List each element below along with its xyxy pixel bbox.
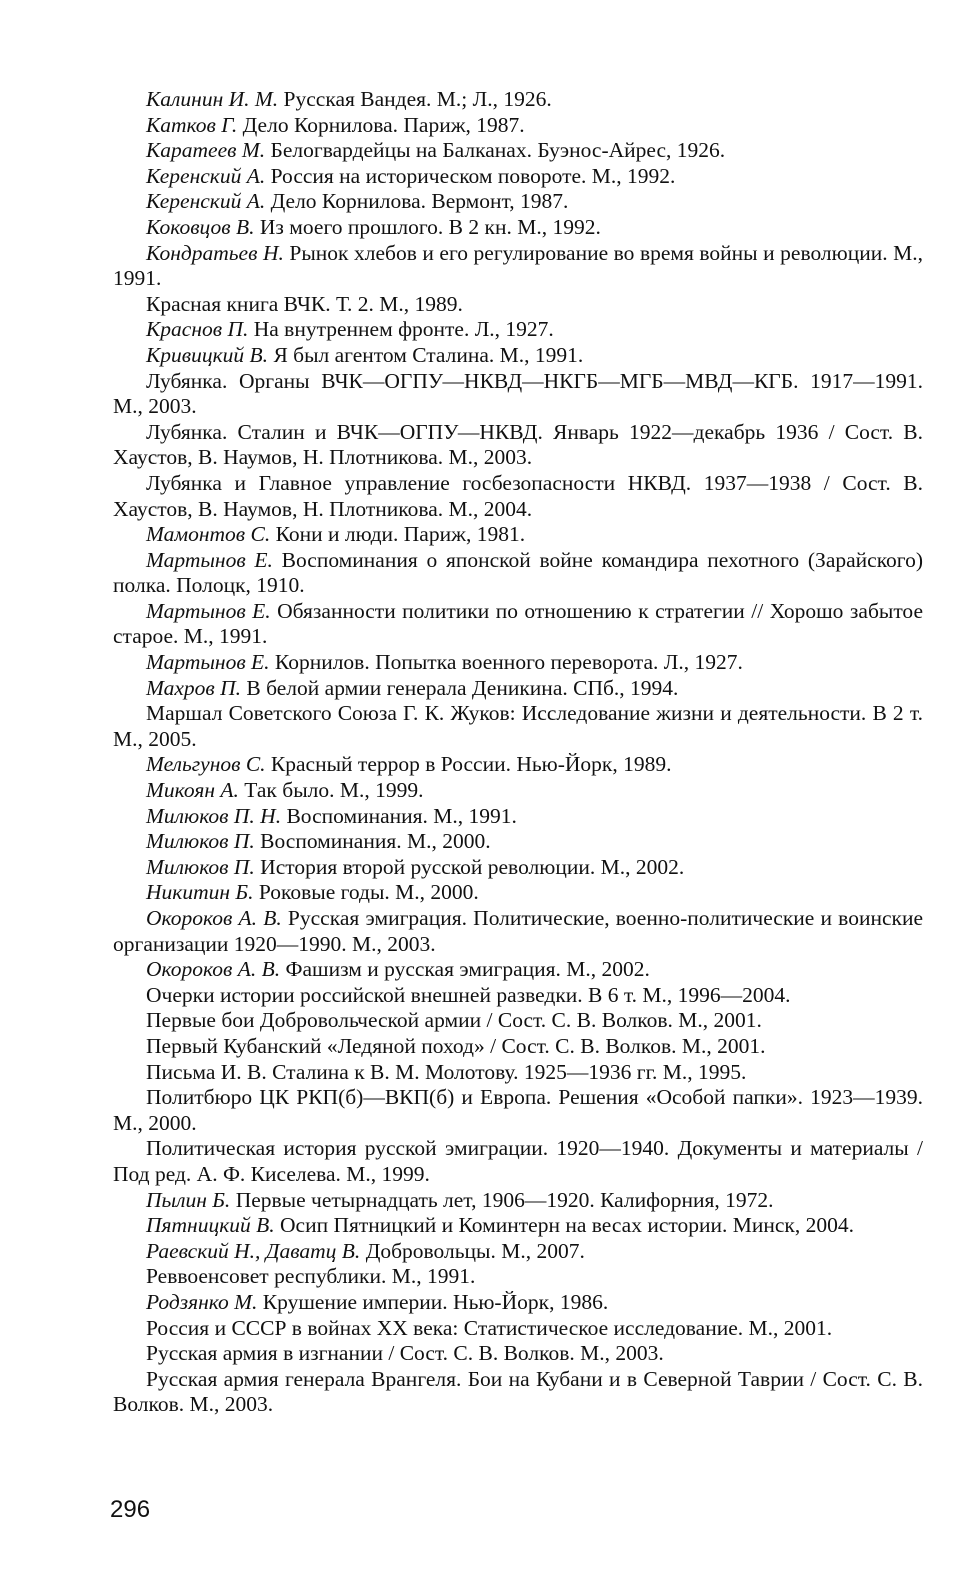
entry-author: Мартынов Е. (146, 650, 270, 675)
entry-text: Русская армия генерала Врангеля. Бои на Кубани и в Северной Таврии / Сост. С. В. Волков. М., 2003. (113, 1366, 923, 1417)
entry-text: В белой армии генерала Деникина. СПб., 1994. (241, 675, 679, 700)
entry-text: Русская эмиграция. Политические, военно-политические и воинские организации 1920—1990. М., 2003. (113, 906, 923, 956)
entry-text: Крушение империи. Нью-Йорк, 1986. (257, 1289, 609, 1314)
entry-text: Русская армия в изгнании / Сост. С. В. Волков. М., 2003. (146, 1341, 664, 1366)
bibliography-entry (113, 1290, 923, 1316)
entry-text: Русская Вандея. М.; Л., 1926. (278, 87, 552, 111)
entry-text: Первые четырнадцать лет, 1906—1920. Калифорния, 1972. (230, 1187, 774, 1212)
entry-text: Первые бои Добровольческой армии / Сост. С. В. Волков. М., 2001. (146, 1008, 762, 1033)
entry-text: Я был агентом Сталина. М., 1991. (268, 342, 584, 367)
bibliography-entry (113, 804, 923, 830)
bibliography-entry (113, 650, 923, 676)
bibliography-entry (113, 189, 923, 215)
entry-text: Россия на историческом повороте. М., 1992. (265, 163, 676, 188)
bibliography-entry (113, 1060, 923, 1086)
bibliography-entry (113, 599, 923, 650)
bibliography-entry (113, 369, 923, 420)
bibliography-list (113, 87, 923, 1418)
entry-author: Мельгунов С. (146, 752, 266, 777)
bibliography-entry (113, 215, 923, 241)
entry-author: Раевский Н., Даватц В. (146, 1238, 361, 1263)
bibliography-entry (113, 855, 923, 881)
entry-text: Кони и люди. Париж, 1981. (270, 522, 526, 547)
entry-author: Керенский А. (146, 163, 266, 188)
bibliography-entry (113, 317, 923, 343)
entry-author: Калинин И. М. (146, 87, 279, 111)
entry-author: Микоян А. (146, 778, 239, 803)
entry-author: Керенский А. (146, 189, 266, 214)
bibliography-entry (113, 522, 923, 548)
bibliography-entry (113, 983, 923, 1009)
bibliography-entry (113, 906, 923, 957)
entry-text: Дело Корнилова. Вермонт, 1987. (265, 189, 569, 214)
entry-author: Родзянко М. (146, 1289, 258, 1314)
bibliography-entry (113, 957, 923, 983)
entry-author: Окороков А. В. (146, 957, 281, 982)
entry-text: История второй русской революции. М., 2002. (254, 854, 685, 879)
entry-text: Дело Корнилова. Париж, 1987. (237, 112, 525, 137)
bibliography-entry (113, 113, 923, 139)
bibliography-entry (113, 752, 923, 778)
entry-text: Красный террор в России. Нью-Йорк, 1989. (265, 752, 672, 777)
bibliography-entry (113, 138, 923, 164)
entry-text: Осип Пятницкий и Коминтерн на весах истории. Минск, 2004. (274, 1213, 854, 1238)
bibliography-entry (113, 548, 923, 599)
entry-text: Фашизм и русская эмиграция. М., 2002. (280, 957, 650, 982)
entry-text: Реввоенсовет республики. М., 1991. (146, 1264, 476, 1289)
bibliography-entry (113, 292, 923, 318)
entry-author: Кривицкий В. (146, 342, 269, 367)
bibliography-entry (113, 778, 923, 804)
entry-text: Лубянка и Главное управление госбезопасности НКВД. 1937—1938 / Сост. В. Хаустов, В. Наумов, Н. Плотникова. М., 2004. (113, 470, 923, 521)
entry-author: Коковцов В. (146, 214, 255, 239)
bibliography-entry (113, 701, 923, 752)
bibliography-entry (113, 241, 923, 292)
entry-text: Обязанности политики по отношению к стратегии // Хорошо забытое старое. М., 1991. (113, 598, 923, 649)
entry-text: Рынок хлебов и его регулирование во время войны и революции. М., 1991. (113, 240, 924, 291)
entry-text: Россия и СССР в войнах XX века: Статистическое исследование. М., 2001. (146, 1315, 833, 1340)
entry-text: Из моего прошлого. В 2 кн. М., 1992. (254, 214, 601, 239)
bibliography-entry (113, 1316, 923, 1342)
entry-author: Катков Г. (146, 112, 238, 137)
entry-text: Воспоминания. М., 1991. (281, 803, 517, 828)
entry-text: Корнилов. Попытка военного переворота. Л., 1927. (269, 650, 743, 675)
entry-author: Мамонтов С. (146, 522, 271, 547)
page-number: 296 (110, 1496, 151, 1523)
bibliography-entry (113, 1239, 923, 1265)
bibliography-entry (113, 87, 923, 113)
bibliography-entry (113, 420, 923, 471)
entry-author: Краснов П. (146, 317, 249, 342)
bibliography-entry (113, 1085, 923, 1136)
bibliography-entry (113, 343, 923, 369)
entry-text: Красная книга ВЧК. Т. 2. М., 1989. (146, 291, 463, 316)
entry-text: Очерки истории российской внешней разведки. В 6 т. М., 1996—2004. (146, 982, 791, 1007)
entry-text: Воспоминания. М., 2000. (254, 829, 491, 854)
bibliography-entry (113, 829, 923, 855)
bibliography-entry (113, 1264, 923, 1290)
entry-author: Никитин Б. (146, 880, 254, 905)
entry-text: Первый Кубанский «Ледяной поход» / Сост. С. В. Волков. М., 2001. (146, 1033, 766, 1058)
bibliography-entry (113, 471, 923, 522)
entry-text: Белогвардейцы на Балканах. Буэнос-Айрес, 1926. (265, 138, 726, 163)
entry-text: Добровольцы. М., 2007. (360, 1238, 585, 1263)
entry-text: Политическая история русской эмиграции. 1920—1940. Документы и материалы / Под ред. А. Ф. Киселева. М., 1999. (113, 1136, 923, 1186)
entry-text: Воспоминания о японской войне командира пехотного (Зарайского) полка. Полоцк, 1910. (113, 547, 923, 598)
bibliography-entry (113, 1367, 923, 1418)
bibliography-entry (113, 1034, 923, 1060)
entry-author: Милюков П. Н. (146, 803, 282, 828)
entry-text: Маршал Советского Союза Г. К. Жуков: Исследование жизни и деятельности. В 2 т. М., 2005. (113, 701, 923, 751)
entry-text: На внутреннем фронте. Л., 1927. (248, 317, 554, 342)
entry-text: Лубянка. Органы ВЧК—ОГПУ—НКВД—НКГБ—МГБ—МВД—КГБ. 1917—1991. М., 2003. (113, 368, 923, 419)
entry-author: Мартынов Е. (146, 598, 271, 623)
entry-author: Милюков П. (146, 829, 255, 854)
entry-text: Письма И. В. Сталина к В. М. Молотову. 1925—1936 гг. М., 1995. (146, 1059, 747, 1084)
entry-text: Роковые годы. М., 2000. (253, 880, 479, 905)
entry-author: Пятницкий В. (146, 1213, 275, 1238)
entry-author: Окороков А. В. (146, 906, 282, 930)
bibliography-entry (113, 1341, 923, 1367)
bibliography-entry (113, 164, 923, 190)
entry-author: Кондратьев Н. (146, 240, 284, 265)
entry-author: Пылин Б. (146, 1187, 231, 1212)
entry-author: Махров П. (146, 675, 242, 700)
bibliography-entry (113, 1136, 923, 1187)
entry-author: Каратеев М. (146, 138, 266, 163)
bibliography-entry (113, 1188, 923, 1214)
entry-text: Так было. М., 1999. (238, 778, 424, 803)
entry-text: Политбюро ЦК РКП(б)—ВКП(б) и Европа. Решения «Особой папки». 1923—1939. М., 2000. (113, 1085, 923, 1135)
entry-text: Лубянка. Сталин и ВЧК—ОГПУ—НКВД. Январь 1922—декабрь 1936 / Сост. В. Хаустов, В. Наумов, Н. Плотникова. М., 2003. (113, 419, 923, 470)
bibliography-entry (113, 1008, 923, 1034)
bibliography-entry (113, 676, 923, 702)
entry-author: Милюков П. (146, 854, 255, 879)
bibliography-entry (113, 1213, 923, 1239)
bibliography-entry (113, 880, 923, 906)
entry-author: Мартынов Е. (146, 547, 273, 572)
